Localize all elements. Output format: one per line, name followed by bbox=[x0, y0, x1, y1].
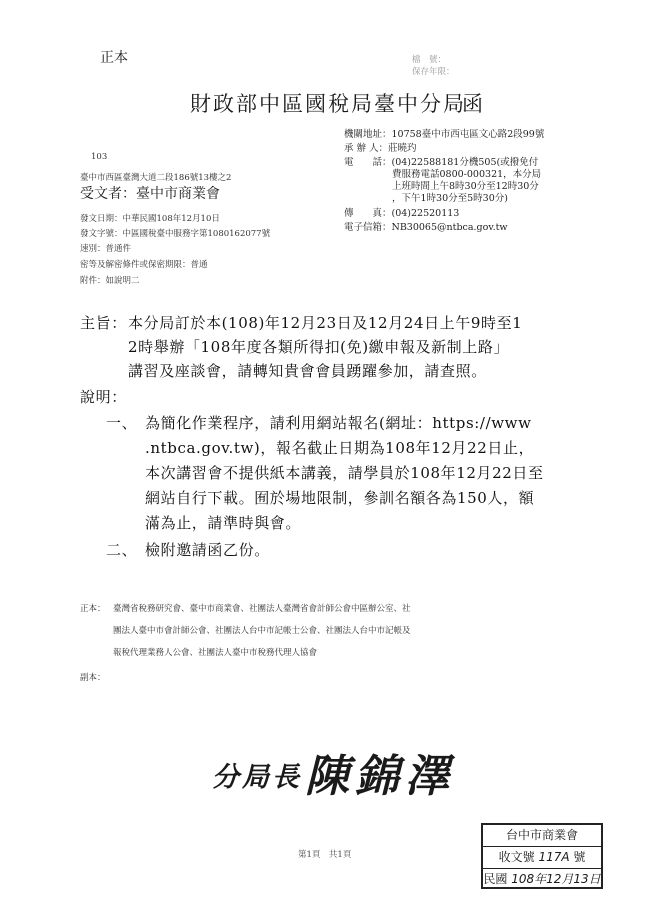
original-recipients: 報稅代理業務人公會、社團法人臺中市稅務代理人協會 bbox=[113, 648, 318, 658]
subject-line: 講習及座談會，請轉知貴會會員踴躍參加，請查照。 bbox=[128, 362, 487, 380]
signature-name: 陳錦澤 bbox=[305, 751, 455, 802]
agency-address: 機關地址：10758臺中市西屯區文心路2段99號 bbox=[344, 129, 545, 140]
contact-person: 承 辦 人：莊曉玓 bbox=[344, 143, 417, 154]
agency-phone-line3: 上班時間上午8時30分至12時30分 bbox=[392, 181, 539, 192]
subject-label: 主旨： bbox=[80, 314, 127, 332]
copy-type-label: 正本 bbox=[100, 50, 128, 66]
subject-line: 2時舉辦「108年度各類所得扣(免)繳申報及新制上路」 bbox=[128, 338, 510, 356]
item-line: 網站自行下載。囿於場地限制，參訓名額各為150人，額 bbox=[145, 489, 535, 507]
stamp-date-prefix: 民國 bbox=[483, 872, 508, 886]
file-number-label: 檔 號： bbox=[412, 55, 447, 65]
agency-email: 電子信箱：NB30065@ntbca.gov.tw bbox=[344, 222, 508, 233]
document-title: 財政部中區國稅局臺中分局 bbox=[190, 92, 466, 116]
item-line: 本次講習會不提供紙本講義，請學員於108年12月22日至 bbox=[145, 464, 544, 482]
issue-date: 發文日期：中華民國108年12月10日 bbox=[80, 214, 220, 224]
page-number: 第1頁 共1頁 bbox=[298, 850, 352, 860]
retention-label: 保存年限： bbox=[412, 67, 455, 77]
original-recipients: 團法人臺中市會計師公會、社團法人台中市記帳士公會、社團法人台中市記帳及 bbox=[113, 626, 411, 636]
explanation-label: 說明： bbox=[80, 388, 127, 406]
original-recipients: 臺灣省稅務研究會、臺中市商業會、社團法人臺灣省會計師公會中區辦公室、社 bbox=[113, 604, 411, 614]
attachment: 附件：如說明二 bbox=[80, 276, 140, 286]
postal-code: 103 bbox=[91, 152, 108, 162]
security-level: 密等及解密條件或保密期限：普通 bbox=[80, 260, 208, 270]
speed: 速別：普通件 bbox=[80, 244, 132, 254]
agency-phone: 電 話：(04)22588181分機505(或撥免付 bbox=[344, 157, 539, 168]
document-type: 函 bbox=[462, 92, 483, 116]
receipt-stamp bbox=[481, 823, 603, 889]
item-line: 滿為止，請準時與會。 bbox=[145, 514, 302, 532]
subject-line: 本分局訂於本(108)年12月23日及12月24日上午9時至1 bbox=[128, 314, 523, 332]
agency-fax: 傳 真：(04)22520113 bbox=[344, 208, 460, 219]
issue-number: 發文字號：中區國稅臺中服務字第1080162077號 bbox=[80, 229, 271, 239]
item-line: 為簡化作業程序，請利用網站報名(網址：https://www bbox=[145, 414, 532, 432]
agency-phone-line4: ，下午1時30分至5時30分) bbox=[392, 193, 508, 204]
stamp-receive-number: 117A bbox=[538, 850, 570, 864]
item-line: 檢附邀請函乙份。 bbox=[145, 541, 270, 559]
item-number: 一、 bbox=[106, 414, 138, 432]
original-recipients-label: 正本： bbox=[80, 604, 106, 614]
agency-phone-line2: 費服務電話0800-000321，本分局 bbox=[392, 169, 542, 180]
recipient-address: 臺中市西區臺灣大道二段186號13樓之2 bbox=[80, 173, 232, 183]
stamp-date-row bbox=[483, 869, 601, 890]
recipient: 受文者：臺中市商業會 bbox=[80, 186, 220, 202]
item-line: .ntbca.gov.tw)，報名截止日期為108年12月22日止， bbox=[145, 439, 535, 457]
copy-recipients-label: 副本： bbox=[80, 673, 106, 683]
stamp-org: 台中市商業會 bbox=[483, 825, 601, 847]
stamp-date-value: 108年12月13日 bbox=[511, 872, 601, 886]
stamp-receive-label: 收文號 bbox=[498, 850, 535, 864]
stamp-receive-suffix: 號 bbox=[573, 850, 586, 864]
stamp-receive-row bbox=[483, 847, 601, 869]
item-number: 二、 bbox=[106, 541, 138, 559]
signature-title: 分局長 bbox=[212, 762, 302, 793]
